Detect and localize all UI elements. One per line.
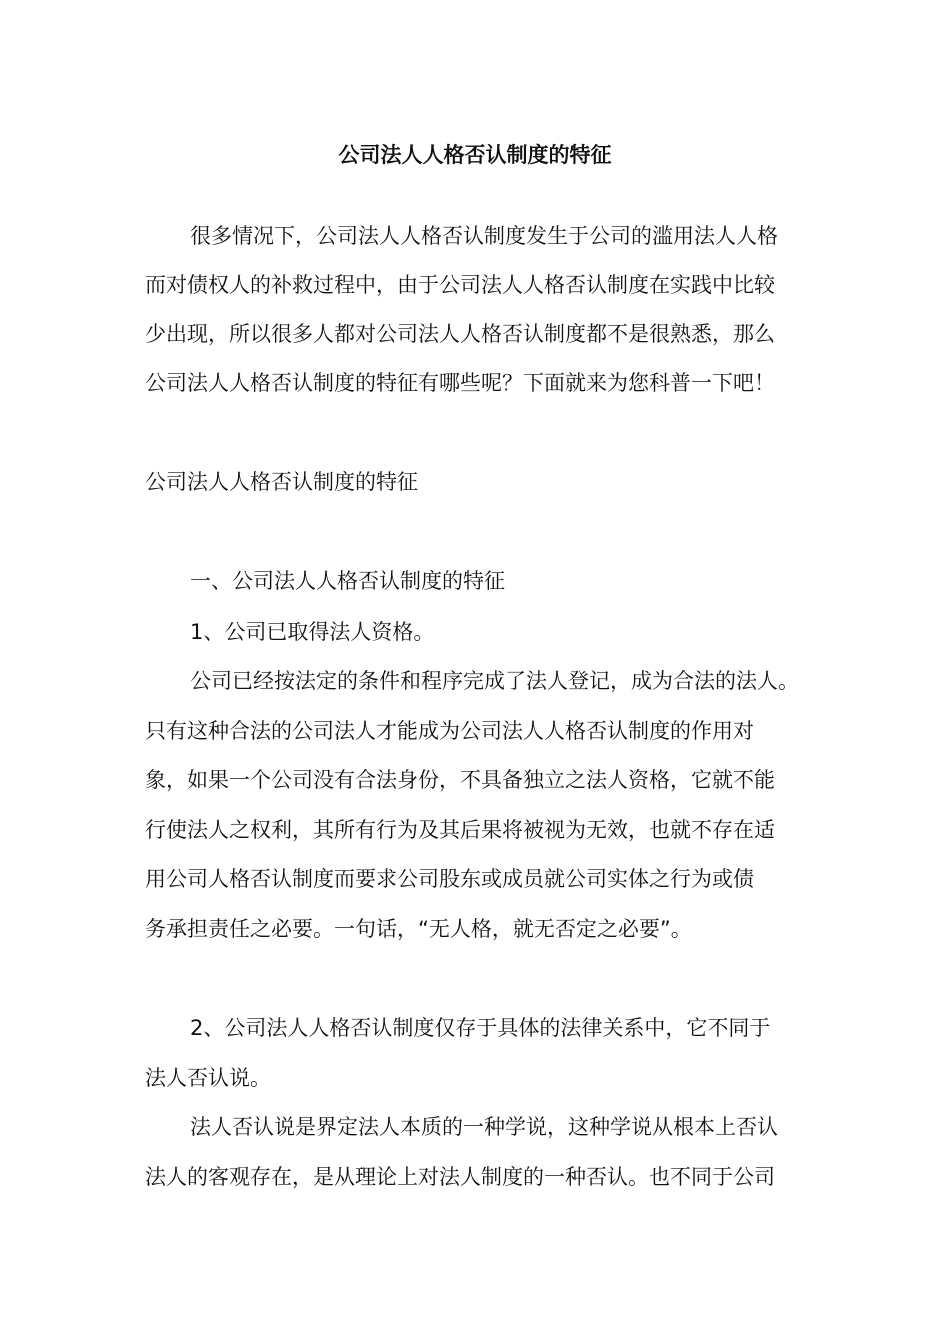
point1-line: 象，如果一个公司没有合法身份，不具备独立之法人资格，它就不能 (145, 768, 775, 792)
section-heading: 公司法人人格否认制度的特征 (145, 470, 418, 494)
intro-line: 而对债权人的补救过程中，由于公司法人人格否认制度在实践中比较 (145, 273, 775, 297)
point1-line: 行使法人之权利，其所有行为及其后果将被视为无效，也就不存在适 (145, 818, 775, 842)
point2-title: 法人否认说。 (145, 1066, 271, 1090)
intro-line: 少出现，所以很多人都对公司法人人格否认制度都不是很熟悉，那么 (145, 322, 775, 346)
subheading: 一、公司法人人格否认制度的特征 (190, 569, 505, 593)
point1-line: 公司已经按法定的条件和程序完成了法人登记，成为合法的法人。 (190, 669, 799, 693)
point1-title: 1、公司已取得法人资格。 (190, 620, 435, 644)
point1-line: 只有这种合法的公司法人才能成为公司法人人格否认制度的作用对 (145, 719, 754, 743)
point2-line: 法人的客观存在，是从理论上对法人制度的一种否认。也不同于公司 (145, 1165, 775, 1189)
point2-line: 法人否认说是界定法人本质的一种学说，这种学说从根本上否认 (190, 1115, 778, 1139)
point1-line: 用公司人格否认制度而要求公司股东或成员就公司实体之行为或债 (145, 867, 754, 891)
intro-line: 公司法人人格否认制度的特征有哪些呢？下面就来为您科普一下吧！ (145, 371, 775, 395)
point2-title: 2、公司法人人格否认制度仅存于具体的法律关系中，它不同于 (190, 1016, 771, 1040)
point1-line: 务承担责任之必要。一句话，“无人格，就无否定之必要”。 (145, 917, 692, 941)
document-title: 公司法人人格否认制度的特征 (338, 143, 612, 167)
intro-line: 很多情况下，公司法人人格否认制度发生于公司的滥用法人人格 (190, 224, 778, 248)
